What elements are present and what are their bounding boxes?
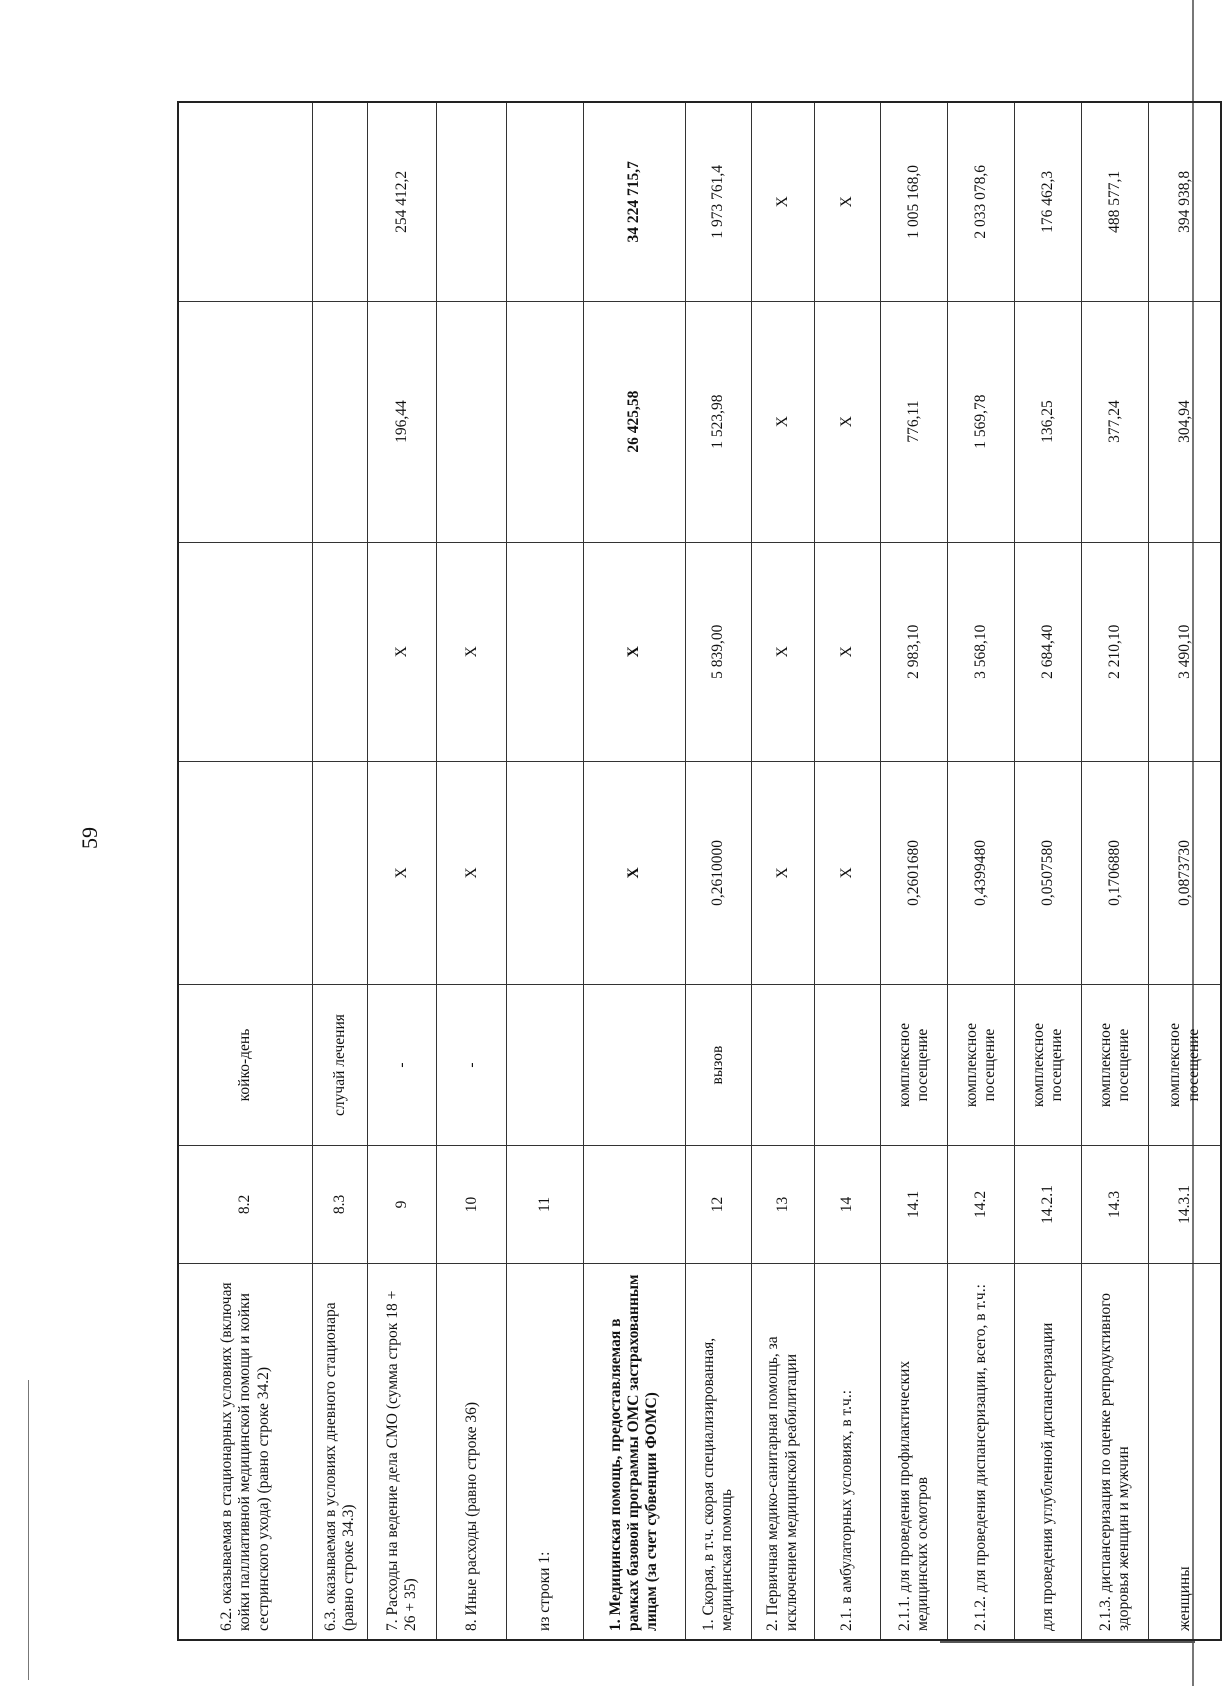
row-number-cell: 8.3 — [312, 1146, 367, 1264]
table-row — [685, 102, 751, 1640]
row-number-cell: 14.3 — [1082, 1146, 1149, 1264]
row-name-cell: 8. Иные расходы (равно строке 36) — [437, 1263, 507, 1640]
table-row — [1015, 102, 1082, 1640]
table-row — [312, 102, 367, 1640]
per-capita-cell: 1 523,98 — [685, 301, 751, 542]
cost-norm-cell — [178, 542, 312, 761]
per-capita-cell — [506, 301, 583, 542]
row-number-cell: 14.3.1 — [1149, 1146, 1221, 1264]
volume-norm-cell: 0,0507580 — [1015, 761, 1082, 984]
total-amount-cell: 394 938,8 — [1149, 102, 1221, 301]
per-capita-cell: 377,24 — [1082, 301, 1149, 542]
volume-norm-cell: X — [815, 761, 881, 984]
table-row — [437, 102, 507, 1640]
row-number-cell: 11 — [506, 1146, 583, 1264]
cost-norm-cell: 3 490,10 — [1149, 542, 1221, 761]
unit-cell: комплексное посещение — [880, 985, 947, 1146]
per-capita-cell: 776,11 — [880, 301, 947, 542]
per-capita-cell: X — [815, 301, 881, 542]
scan-edge-left — [28, 1380, 29, 1680]
table-row — [948, 102, 1015, 1640]
row-name-cell: 1. Скорая, в т.ч. скорая специализированная, медицинская помощь — [685, 1263, 751, 1640]
cost-norm-cell — [506, 542, 583, 761]
cost-norm-cell — [312, 542, 367, 761]
table-row — [583, 102, 685, 1640]
unit-cell: комплексное посещение — [948, 985, 1015, 1146]
table-row — [1082, 102, 1149, 1640]
total-amount-cell — [312, 102, 367, 301]
volume-norm-cell: X — [367, 761, 437, 984]
rotated-table-wrapper — [177, 101, 1222, 1641]
total-amount-cell: 176 462,3 — [1015, 102, 1082, 301]
row-name-cell: 2. Первичная медико-санитарная помощь, за исключением медицинской реабилитации — [751, 1263, 815, 1640]
table-row — [815, 102, 881, 1640]
volume-norm-cell: 0,1706880 — [1082, 761, 1149, 984]
unit-cell — [815, 985, 881, 1146]
row-name-cell: из строки 1: — [506, 1263, 583, 1640]
table-row — [367, 102, 437, 1640]
cost-norm-cell: 3 568,10 — [948, 542, 1015, 761]
table-row — [506, 102, 583, 1640]
total-amount-cell: 488 577,1 — [1082, 102, 1149, 301]
total-amount-cell: X — [815, 102, 881, 301]
table-body — [178, 102, 1221, 1640]
row-number-cell — [583, 1146, 685, 1264]
volume-norm-cell — [178, 761, 312, 984]
unit-cell: - — [437, 985, 507, 1146]
unit-cell: случай лечения — [312, 985, 367, 1146]
total-amount-cell: 34 224 715,7 — [583, 102, 685, 301]
row-number-cell: 10 — [437, 1146, 507, 1264]
table-row — [1149, 102, 1221, 1640]
row-name-cell: 2.1.1. для проведения профилактических медицинских осмотров — [880, 1263, 947, 1640]
row-name-cell: 2.1.2. для проведения диспансеризации, всего, в т.ч.: — [948, 1263, 1015, 1640]
volume-norm-cell: 0,4399480 — [948, 761, 1015, 984]
total-amount-cell: 2 033 078,6 — [948, 102, 1015, 301]
unit-cell — [583, 985, 685, 1146]
unit-cell: комплексное посещение — [1149, 985, 1221, 1146]
unit-cell: вызов — [685, 985, 751, 1146]
row-name-cell: 1. Медицинская помощь, предоставляемая в рамках базовой программы ОМС застрахованным лицам (за счет субвенции ФОМС) — [583, 1263, 685, 1640]
scan-edge-bottom — [940, 1641, 1195, 1643]
row-number-cell: 9 — [367, 1146, 437, 1264]
cost-norm-cell: X — [583, 542, 685, 761]
volume-norm-cell: 0,2601680 — [880, 761, 947, 984]
per-capita-cell: 1 569,78 — [948, 301, 1015, 542]
total-amount-cell — [506, 102, 583, 301]
row-name-cell: для проведения углубленной диспансеризации — [1015, 1263, 1082, 1640]
row-number-cell: 14 — [815, 1146, 881, 1264]
volume-norm-cell — [312, 761, 367, 984]
per-capita-cell — [437, 301, 507, 542]
total-amount-cell — [178, 102, 312, 301]
page-number: 59 — [77, 827, 102, 849]
unit-cell — [751, 985, 815, 1146]
cost-norm-cell: 2 210,10 — [1082, 542, 1149, 761]
per-capita-cell — [312, 301, 367, 542]
row-number-cell: 14.2.1 — [1015, 1146, 1082, 1264]
cost-norm-cell: 5 839,00 — [685, 542, 751, 761]
volume-norm-cell: 0,2610000 — [685, 761, 751, 984]
cost-norm-cell: X — [815, 542, 881, 761]
unit-cell: комплексное посещение — [1082, 985, 1149, 1146]
row-number-cell: 8.2 — [178, 1146, 312, 1264]
unit-cell: - — [367, 985, 437, 1146]
row-name-cell: 7. Расходы на ведение дела СМО (сумма строк 18 + 26 + 35) — [367, 1263, 437, 1640]
volume-norm-cell: X — [583, 761, 685, 984]
unit-cell — [506, 985, 583, 1146]
row-number-cell: 13 — [751, 1146, 815, 1264]
per-capita-cell: 26 425,58 — [583, 301, 685, 542]
cost-norm-cell: X — [751, 542, 815, 761]
row-name-cell: 2.1.3. диспансеризация по оценке репродуктивного здоровья женщин и мужчин — [1082, 1263, 1149, 1640]
per-capita-cell: 196,44 — [367, 301, 437, 542]
cost-norm-cell: 2 684,40 — [1015, 542, 1082, 761]
total-amount-cell: X — [751, 102, 815, 301]
volume-norm-cell: X — [437, 761, 507, 984]
total-amount-cell: 1 973 761,4 — [685, 102, 751, 301]
row-number-cell: 14.2 — [948, 1146, 1015, 1264]
row-name-cell: женщины — [1149, 1263, 1221, 1640]
per-capita-cell: 304,94 — [1149, 301, 1221, 542]
per-capita-cell — [178, 301, 312, 542]
cost-norm-cell: 2 983,10 — [880, 542, 947, 761]
cost-norm-cell: X — [367, 542, 437, 761]
row-number-cell: 14.1 — [880, 1146, 947, 1264]
row-name-cell: 6.2. оказываемая в стационарных условиях (включая койки паллиативной медицинской помощи и койки сестринского ухода) (равно строке 34.2) — [178, 1263, 312, 1640]
row-name-cell: 2.1. в амбулаторных условиях, в т.ч.: — [815, 1263, 881, 1640]
volume-norm-cell: X — [751, 761, 815, 984]
per-capita-cell: 136,25 — [1015, 301, 1082, 542]
total-amount-cell: 1 005 168,0 — [880, 102, 947, 301]
row-number-cell: 12 — [685, 1146, 751, 1264]
table-row — [178, 102, 312, 1640]
total-amount-cell: 254 412,2 — [367, 102, 437, 301]
volume-norm-cell: 0,0873730 — [1149, 761, 1221, 984]
table-row — [751, 102, 815, 1640]
cost-norm-cell: X — [437, 542, 507, 761]
unit-cell: койко-день — [178, 985, 312, 1146]
volume-norm-cell — [506, 761, 583, 984]
total-amount-cell — [437, 102, 507, 301]
table-row — [880, 102, 947, 1640]
unit-cell: комплексное посещение — [1015, 985, 1082, 1146]
per-capita-cell: X — [751, 301, 815, 542]
row-name-cell: 6.3. оказываемая в условиях дневного стационара (равно строке 34.3) — [312, 1263, 367, 1640]
funding-table — [177, 101, 1222, 1641]
